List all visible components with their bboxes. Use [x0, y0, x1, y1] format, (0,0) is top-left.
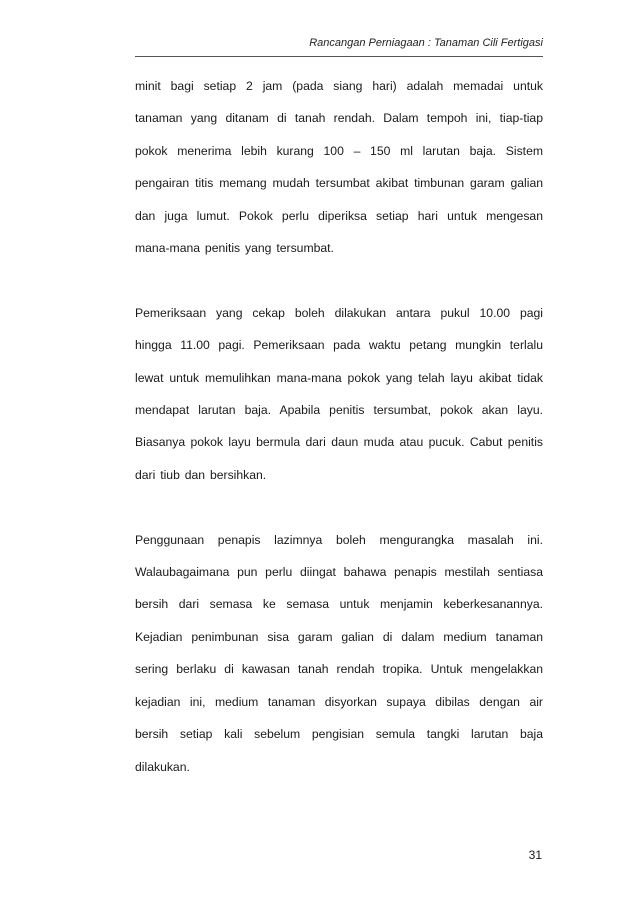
body-text: [135, 70, 543, 783]
header-divider: [135, 56, 543, 57]
page-number: 31: [528, 848, 542, 862]
paragraph: Penggunaan penapis lazimnya boleh mengurangka masalah ini. Walaubagaimana pun perlu diingat bahawa penapis mestilah sentiasa bersih dari semasa ke semasa untuk menjamin keberkesanannya. Kejadian penimbunan sisa garam galian di dalam medium tanaman sering berlaku di kawasan tanah rendah tropika. Untuk mengelakkan kejadian ini, medium tanaman disyorkan supaya dibilas dengan air bersih setiap kali sebelum pengisian semula tangki larutan baja dilakukan.: [135, 532, 543, 774]
running-header: Rancangan Perniagaan : Tanaman Cili Fertigasi: [309, 37, 543, 49]
paragraph: Pemeriksaan yang cekap boleh dilakukan antara pukul 10.00 pagi hingga 11.00 pagi. Pemeriksaan pada waktu petang mungkin terlalu lewat untuk memulihkan mana-mana pokok yang telah layu akibat tidak mendapat larutan baja. Apabila penitis tersumbat, pokok akan layu. Biasanya pokok layu bermula dari daun muda atau pucuk. Cabut penitis dari tiub dan bersihkan.: [135, 305, 543, 482]
paragraph: minit bagi setiap 2 jam (pada siang hari) adalah memadai untuk tanaman yang ditanam di tanah rendah. Dalam tempoh ini, tiap-tiap pokok menerima lebih kurang 100 – 150 ml larutan baja. Sistem pengairan titis memang mudah tersumbat akibat timbunan garam galian dan juga lumut. Pokok perlu diperiksa setiap hari untuk mengesan mana-mana penitis yang tersumbat.: [135, 79, 543, 256]
